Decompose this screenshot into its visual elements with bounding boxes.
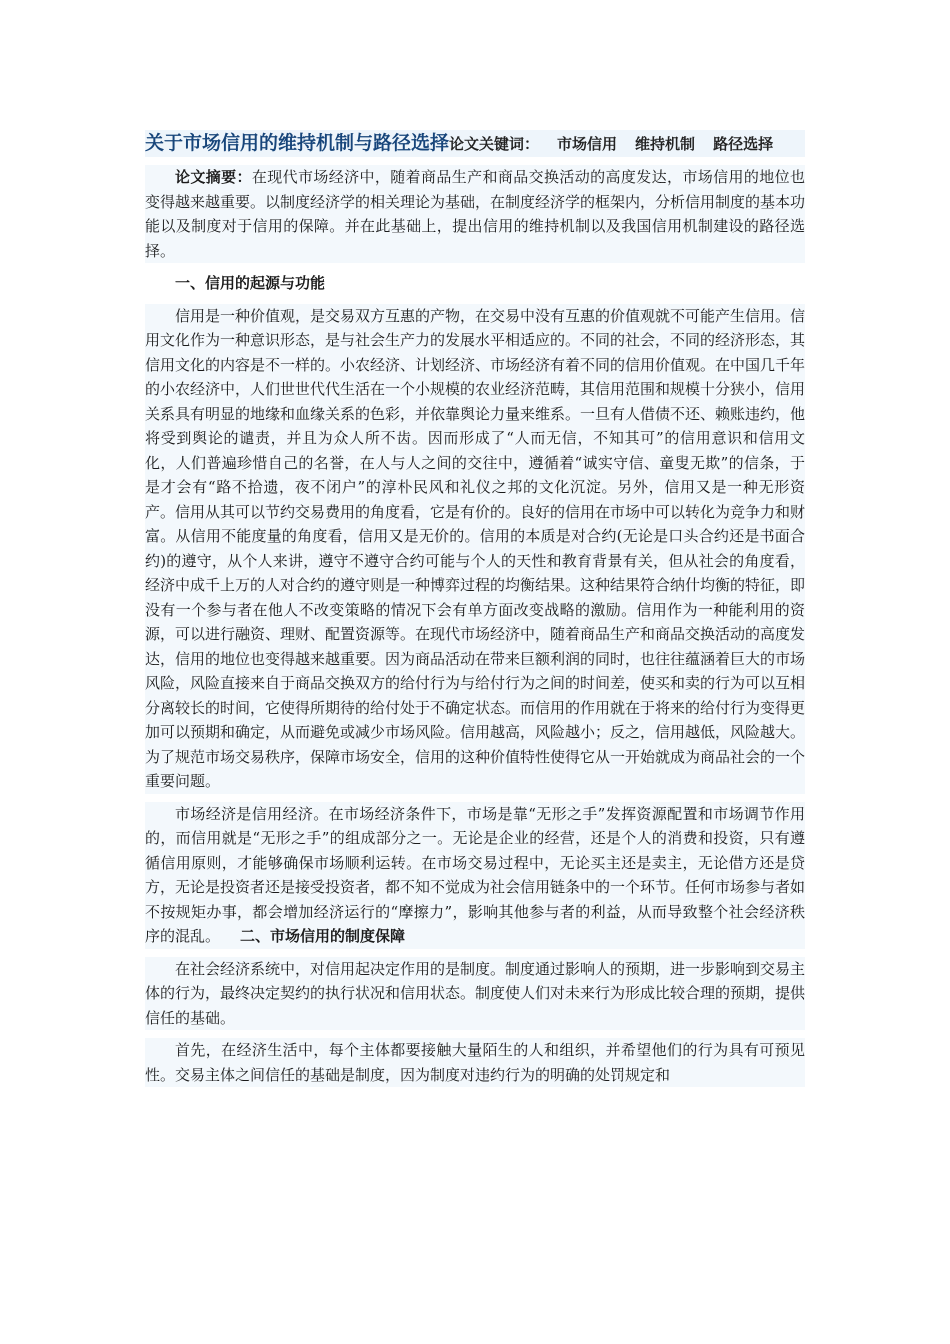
section-1-paragraph-1: 信用是一种价值观，是交易双方互惠的产物，在交易中没有互惠的价值观就不可能产生信用。信用文化作为一种意识形态，是与社会生产力的发展水平相适应的。不同的社会，不同的经济形态，其信用文化的内容是不一样的。小农经济、计划经济、市场经济有着不同的信用价值观。在中国几千年的小农经济中，人们世世代代生活在一个小规模的农业经济范畴，其信用范围和规模十分狭小，信用关系具有明显的地缘和血缘关系的色彩，并依靠舆论力量来维系。一旦有人借债不还、赖账违约，他将受到舆论的谴责，并且为众人所不齿。因而形成了“人而无信，不知其可”的信用意识和信用文化，人们普遍珍惜自己的名誉，在人与人之间的交往中，遵循着“诚实守信、童叟无欺”的信条，于是才会有“路不拾遗，夜不闭户”的淳朴民风和礼仪之邦的文化沉淀。另外，信用又是一种无形资产。信用从其可以节约交易费用的角度看，它是有价的。良好的信用在市场中可以转化为竞争力和财富。从信用不能度量的角度看，信用又是无价的。信用的本质是对合约(无论是口头合约还是书面合约)的遵守，从个人来讲，遵守不遵守合约可能与个人的天性和教育背景有关，但从社会的角度看，经济中成千上万的人对合约的遵守则是一种博弈过程的均衡结果。这种结果符合纳什均衡的特征，即没有一个参与者在他人不改变策略的情况下会有单方面改变战略的激励。信用作为一种能利用的资源，可以进行融资、理财、配置资源等。在现代市场经济中，随着商品生产和商品交换活动的高度发达，信用的地位也变得越来越重要。因为商品活动在带来巨额利润的同时，也往往蕴涵着巨大的市场风险，风险直接来自于商品交换双方的给付行为与给付行为之间的时间差，使买和卖的行为可以互相分离较长的时间，它使得所期待的给付处于不确定状态。而信用的作用就在于将来的给付行为变得更加可以预期和确定，从而避免或减少市场风险。信用越高，风险越小；反之，信用越低，风险越大。为了规范市场交易秩序，保障市场安全，信用的这种价值特性使得它从一开始就成为商品社会的一个重要问题。 — [145, 304, 805, 794]
section-2-paragraph-1: 在社会经济系统中，对信用起决定作用的是制度。制度通过影响人的预期，进一步影响到交易主体的行为，最终决定契约的执行状况和信用状态。制度使人们对未来行为形成比较合理的预期，提供信任的基础。 — [145, 957, 805, 1031]
section-2-paragraph-2: 首先，在经济生活中，每个主体都要接触大量陌生的人和组织，并希望他们的行为具有可预见性。交易主体之间信任的基础是制度，因为制度对违约行为的明确的处罚规定和 — [145, 1038, 805, 1087]
abstract-paragraph — [145, 165, 805, 263]
section-1-heading: 一、信用的起源与功能 — [175, 274, 326, 292]
keyword-2: 维持机制 — [635, 135, 696, 153]
abstract-label: 论文摘要： — [175, 168, 252, 186]
keyword-1: 市场信用 — [557, 135, 618, 153]
document-page — [145, 130, 805, 1095]
title-block — [145, 130, 805, 157]
section-1-paragraph-2-text: 市场经济是信用经济。在市场经济条件下，市场是靠“无形之手”发挥资源配置和市场调节作用的，而信用就是“无形之手”的组成部分之一。无论是企业的经营，还是个人的消费和投资，只有遵循信用原则，才能够确保市场顺利运转。在市场交易过程中，无论买主还是卖主，无论借方还是贷方，无论是投资者还是接受投资者，都不知不觉成为社会信用链条中的一个环节。任何市场参与者如不按规矩办事，都会增加经济运行的“摩擦力”，影响其他参与者的利益，从而导致整个社会经济秩序的混乱。 — [145, 804, 806, 945]
section-1-paragraph-2 — [145, 802, 805, 949]
document-title: 关于市场信用的维持机制与路径选择 — [145, 132, 450, 154]
section-2-heading: 二、市场信用的制度保障 — [240, 927, 406, 945]
keywords-label: 论文关键词： — [449, 135, 540, 153]
keyword-3: 路径选择 — [713, 135, 774, 153]
abstract-text: 在现代市场经济中，随着商品生产和商品交换活动的高度发达，市场信用的地位也变得越来越重要。以制度经济学的相关理论为基础，在制度经济学的框架内，分析信用制度的基本功能以及制度对于信用的保障。并在此基础上，提出信用的维持机制以及我国信用机制建设的路径选择。 — [145, 168, 806, 260]
